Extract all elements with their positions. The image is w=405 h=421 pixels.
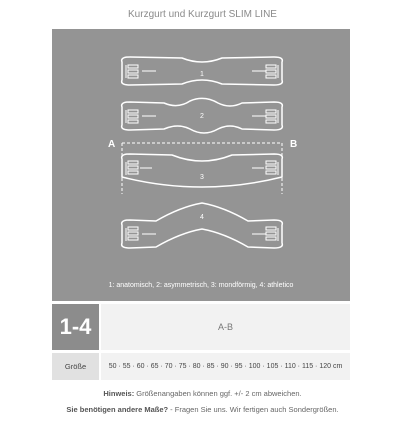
label-a: A (108, 139, 116, 150)
hint-label: Hinweis: (103, 389, 135, 398)
size-hint (0, 389, 405, 398)
custom-text: - Fragen Sie uns. Wir fertigen auch Sondergrößen. (168, 405, 339, 414)
girth-illustration (52, 29, 350, 279)
custom-size-note (0, 405, 405, 414)
size-range: 1-4 (52, 304, 99, 350)
girth-number-4: 4 (200, 214, 204, 221)
label-b: B (290, 139, 298, 150)
girth-number-1: 1 (200, 71, 204, 78)
girth-number-3: 3 (200, 174, 204, 181)
size-table (52, 304, 350, 382)
girth-illustration-panel (52, 29, 350, 301)
girth-number-2: 2 (200, 113, 204, 120)
measure-label: A-B (101, 304, 350, 350)
hint-text: Größenangaben können ggf. +/- 2 cm abweichen. (134, 389, 302, 398)
size-row-label: Größe (52, 353, 99, 380)
custom-label: Sie benötigen andere Maße? (66, 405, 169, 414)
girth-3-moon (122, 154, 283, 187)
girth-4-athletico (122, 203, 283, 248)
size-values: 50 · 55 · 60 · 65 · 70 · 75 · 80 · 85 · 90 · 95 · 100 · 105 · 110 · 115 · 120 cm (101, 353, 350, 380)
girth-types-caption: 1: anatomisch, 2: asymmetrisch, 3: mondförmig, 4: athletico (108, 282, 294, 289)
page-title: Kurzgurt und Kurzgurt SLIM LINE (128, 9, 277, 20)
